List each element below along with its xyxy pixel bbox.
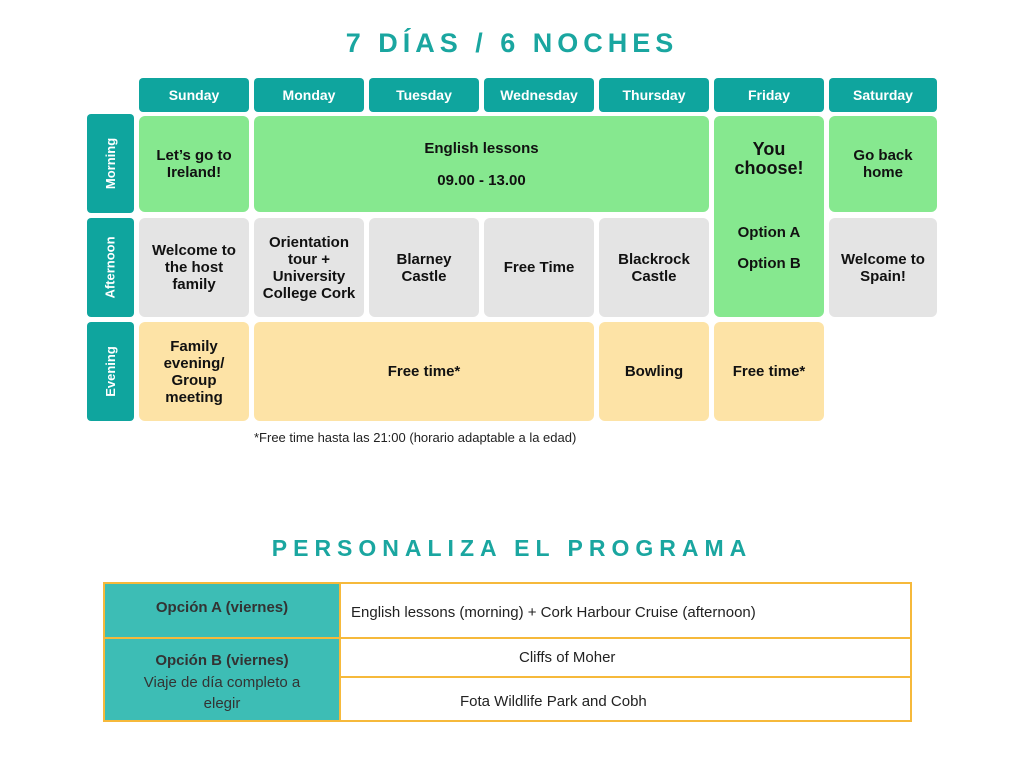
cell-morning-saturday	[829, 116, 937, 212]
row-label-morning-text: Morning	[103, 137, 119, 190]
cell-friday-you-choose	[714, 116, 824, 317]
cell-morning-sunday-text: Let’s go to Ireland!	[156, 147, 232, 181]
friday-option-a: Option A	[737, 224, 801, 241]
day-header-friday: Friday	[714, 78, 824, 112]
row-label-afternoon-text: Afternoon	[103, 236, 119, 299]
row-label-afternoon	[87, 218, 134, 317]
cell-afternoon-tuesday-text: Blarney Castle	[396, 250, 452, 285]
option-b-label: Opción B (viernes)	[155, 652, 289, 669]
day-header-wednesday: Wednesday	[484, 78, 594, 112]
day-header-saturday: Saturday	[829, 78, 937, 112]
cell-evening-thursday	[599, 322, 709, 421]
english-lessons-time: 09.00 - 13.00	[437, 171, 526, 189]
friday-you-choose-title: You choose!	[734, 139, 804, 178]
cell-afternoon-wednesday-text: Free Time	[503, 259, 575, 276]
option-a-label-cell	[103, 582, 341, 639]
cell-evening-free-time-text: Free time*	[387, 363, 461, 380]
cell-afternoon-saturday-text: Welcome to Spain!	[841, 250, 925, 285]
cell-afternoon-tuesday	[369, 218, 479, 317]
row-label-evening	[87, 322, 134, 421]
cell-morning-english-lessons	[254, 116, 709, 212]
cell-afternoon-thursday-text: Blackrock Castle	[618, 250, 690, 285]
schedule-title: 7 DÍAS / 6 NOCHES	[345, 28, 679, 58]
cell-morning-saturday-text: Go back home	[853, 147, 913, 181]
friday-option-b: Option B	[737, 255, 801, 272]
cell-afternoon-monday	[254, 218, 364, 317]
option-a-desc: English lessons (morning) + Cork Harbour Cruise (afternoon)	[351, 604, 756, 621]
day-header-thursday: Thursday	[599, 78, 709, 112]
cell-afternoon-thursday	[599, 218, 709, 317]
option-b-label-cell	[103, 637, 341, 722]
cell-morning-sunday	[139, 116, 249, 212]
cell-afternoon-sunday	[139, 218, 249, 317]
cell-afternoon-saturday	[829, 218, 937, 317]
free-time-footnote: *Free time hasta las 21:00 (horario adaptable a la edad)	[254, 430, 577, 445]
program-title: PERSONALIZA EL PROGRAMA	[271, 535, 753, 561]
cell-evening-sunday	[139, 322, 249, 421]
cell-afternoon-sunday-text: Welcome to the host family	[152, 242, 236, 293]
option-a-desc-cell	[339, 582, 912, 639]
cell-evening-thursday-text: Bowling	[624, 363, 684, 380]
option-b-choice-1-cell	[339, 637, 912, 678]
cell-evening-friday	[714, 322, 824, 421]
day-header-sunday: Sunday	[139, 78, 249, 112]
cell-evening-sunday-text: Family evening/ Group meeting	[163, 337, 225, 406]
option-b-choice-2-cell	[339, 676, 912, 722]
row-label-morning	[87, 114, 134, 213]
day-header-tuesday: Tuesday	[369, 78, 479, 112]
option-b-choice-1: Cliffs of Moher	[519, 649, 616, 666]
cell-afternoon-wednesday	[484, 218, 594, 317]
english-lessons-title: English lessons	[424, 139, 539, 157]
option-b-choice-2: Fota Wildlife Park and Cobh	[460, 692, 647, 710]
option-b-sub: Viaje de día completo a elegir	[143, 674, 301, 712]
row-label-evening-text: Evening	[103, 346, 119, 397]
cell-evening-friday-text: Free time*	[732, 363, 806, 380]
cell-evening-free-time	[254, 322, 594, 421]
cell-afternoon-monday-text: Orientation tour + University College Cork	[262, 233, 356, 302]
option-a-label: Opción A (viernes)	[155, 599, 289, 616]
day-header-monday: Monday	[254, 78, 364, 112]
